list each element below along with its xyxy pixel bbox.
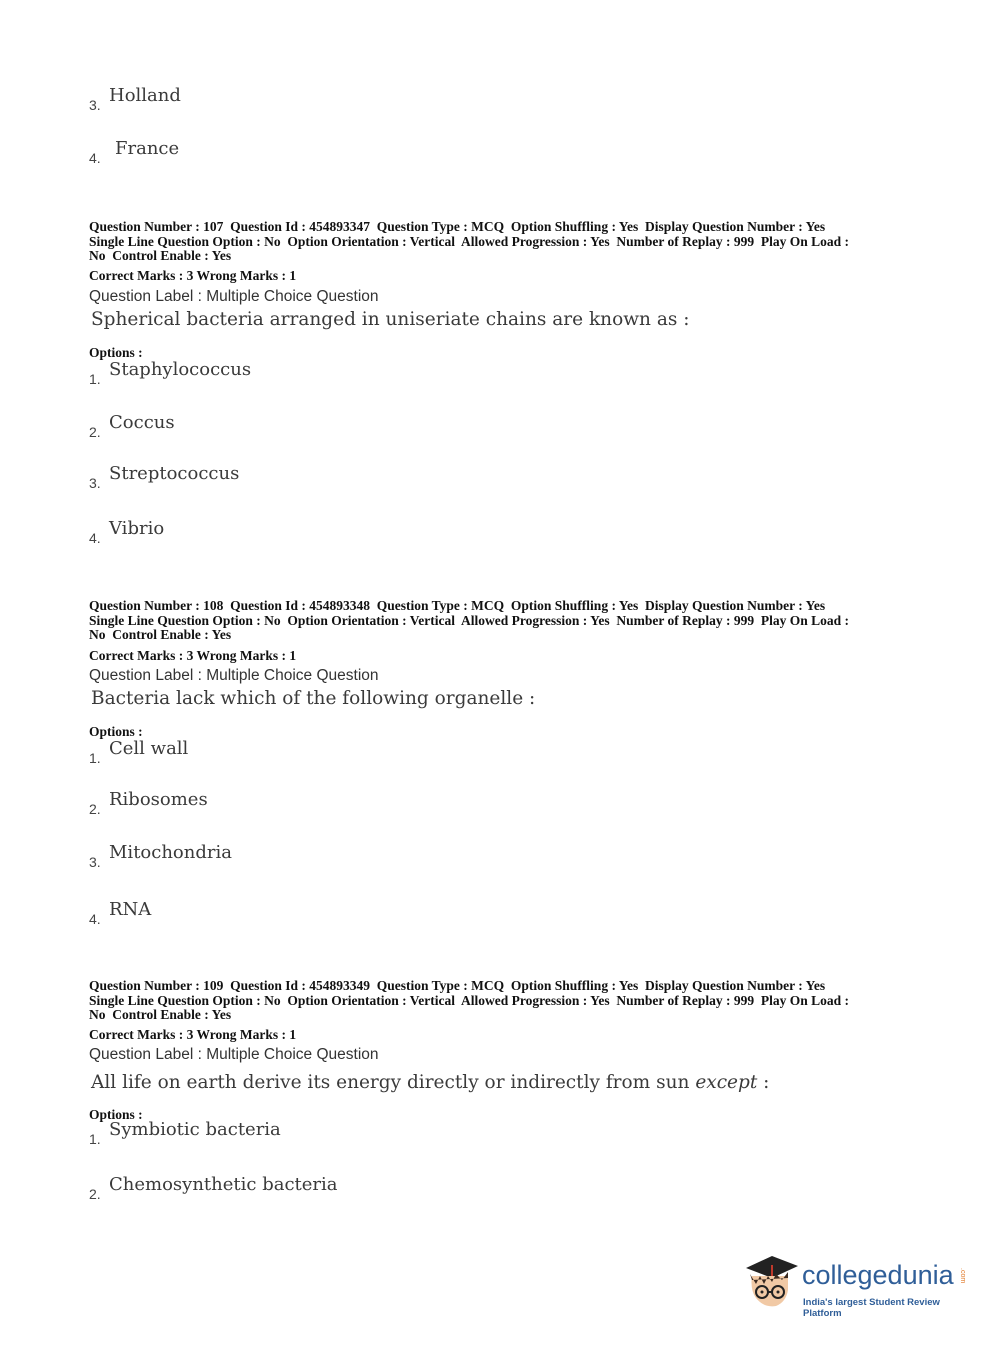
question-text (91, 1072, 769, 1093)
option-number: 1. (89, 750, 101, 766)
question-text: Spherical bacteria arranged in uniseriate chains are known as : (91, 309, 690, 330)
option-text: Streptococcus (109, 463, 240, 484)
question-label: Question Label : Multiple Choice Question (89, 667, 379, 684)
prev-option-4 (89, 138, 180, 166)
option-2 (89, 789, 208, 817)
question-text-emphasis: except (695, 1072, 758, 1093)
option-number: 3. (89, 854, 101, 870)
option-3 (89, 463, 240, 491)
option-text: Cell wall (109, 738, 189, 759)
option-number: 2. (89, 801, 101, 817)
option-2 (89, 412, 175, 440)
question-marks: Correct Marks : 3 Wrong Marks : 1 (89, 648, 297, 663)
option-text: Symbiotic bacteria (109, 1119, 281, 1140)
option-number: 4. (89, 150, 101, 166)
option-number: 2. (89, 1186, 101, 1202)
logo-dotcom: .com (959, 1268, 966, 1284)
option-4 (89, 518, 165, 546)
question-text-main: All life on earth derive its energy directly or indirectly from sun (91, 1072, 690, 1093)
prev-option-3 (89, 85, 181, 113)
option-text: Ribosomes (109, 789, 208, 810)
question-meta: Question Number : 107 Question Id : 454893347 Question Type : MCQ Option Shuffling : Yes Display Question Number : Yes Single Line Question Option : No Option Orientation : Vertical Allowed Progression : Yes Number of Replay : 999 Play On Load : No Control Enable : Yes (89, 219, 850, 263)
option-number: 3. (89, 475, 101, 491)
option-3 (89, 842, 232, 870)
option-text: Holland (109, 85, 181, 106)
option-text: Chemosynthetic bacteria (109, 1174, 338, 1195)
question-text-end: : (757, 1072, 770, 1093)
collegedunia-logo[interactable] (742, 1250, 972, 1320)
option-1 (89, 359, 252, 387)
option-number: 4. (89, 530, 101, 546)
question-text: Bacteria lack which of the following organelle : (91, 688, 536, 709)
option-text: Coccus (109, 412, 175, 433)
question-meta: Question Number : 109 Question Id : 454893349 Question Type : MCQ Option Shuffling : Yes Display Question Number : Yes Single Line Question Option : No Option Orientation : Vertical Allowed Progression : Yes Number of Replay : 999 Play On Load : No Control Enable : Yes (89, 978, 850, 1022)
options-heading: Options : (89, 1107, 143, 1122)
option-2 (89, 1174, 338, 1202)
options-heading: Options : (89, 345, 143, 360)
question-marks: Correct Marks : 3 Wrong Marks : 1 (89, 1027, 297, 1042)
option-4 (89, 899, 152, 927)
option-text: RNA (109, 899, 152, 920)
question-marks: Correct Marks : 3 Wrong Marks : 1 (89, 268, 297, 283)
graduate-mascot-icon (742, 1250, 800, 1314)
option-text: Vibrio (109, 518, 165, 539)
question-label: Question Label : Multiple Choice Question (89, 288, 379, 305)
question-meta: Question Number : 108 Question Id : 454893348 Question Type : MCQ Option Shuffling : Yes Display Question Number : Yes Single Line Question Option : No Option Orientation : Vertical Allowed Progression : Yes Number of Replay : 999 Play On Load : No Control Enable : Yes (89, 598, 850, 642)
option-text: France (115, 138, 180, 159)
question-label: Question Label : Multiple Choice Question (89, 1046, 379, 1063)
option-text: Staphylococcus (109, 359, 252, 380)
options-heading: Options : (89, 724, 143, 739)
option-number: 2. (89, 424, 101, 440)
logo-brand-text: collegedunia (802, 1260, 954, 1290)
option-1 (89, 738, 189, 766)
option-number: 1. (89, 371, 101, 387)
option-number: 4. (89, 911, 101, 927)
option-text: Mitochondria (109, 842, 232, 863)
option-1 (89, 1119, 281, 1147)
option-number: 3. (89, 97, 101, 113)
logo-tagline: India's largest Student Review Platform (803, 1297, 940, 1319)
option-number: 1. (89, 1131, 101, 1147)
